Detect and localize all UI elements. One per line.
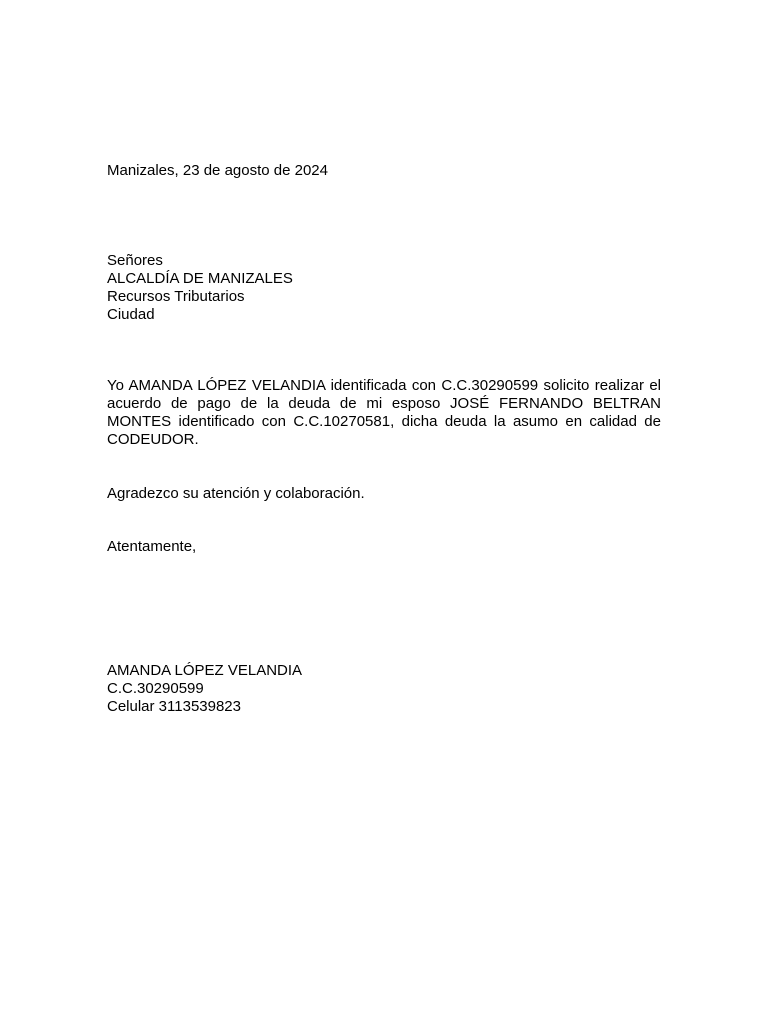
signature-name: AMANDA LÓPEZ VELANDIA (107, 662, 303, 679)
closing (107, 538, 661, 556)
recipient-block (107, 252, 661, 324)
thanks-paragraph (107, 485, 661, 503)
letter-body: Yo AMANDA LÓPEZ VELANDIA identificada con C.C.30290599 solicito realizar el acuerdo de pago de la deuda de mi esposo JOSÉ FERNANDO BELTRAN MONTES identificado con C.C.10270581, dicha deuda la asumo en calidad de CODEUDOR. (107, 377, 661, 448)
thanks-text: Agradezco su atención y colaboración. (107, 485, 365, 502)
date-text: Manizales, 23 de agosto de 2024 (107, 162, 328, 179)
recipient-salutation: Señores (107, 252, 163, 269)
signature-id: C.C.30290599 (107, 680, 204, 697)
recipient-organization: ALCALDÍA DE MANIZALES (107, 270, 293, 287)
signature-phone: Celular 3113539823 (107, 698, 241, 715)
closing-text: Atentamente, (107, 538, 197, 555)
signature-block (107, 662, 661, 716)
letter-date (107, 162, 661, 180)
recipient-department: Recursos Tributarios (107, 288, 245, 305)
recipient-city: Ciudad (107, 306, 155, 323)
